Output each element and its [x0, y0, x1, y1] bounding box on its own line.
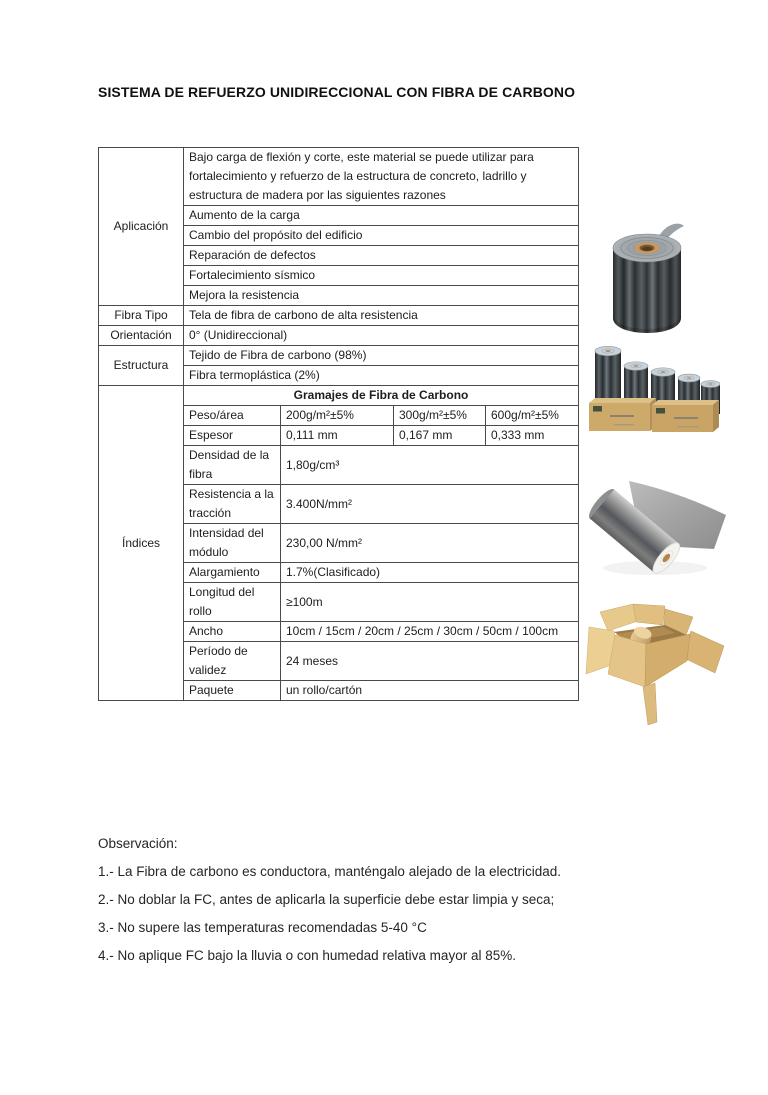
- intensidad-value: 230,00 N/mm²: [281, 524, 579, 563]
- orientacion-value: 0° (Unidireccional): [184, 326, 579, 346]
- photo-carbon-fiber-roll-upright: [605, 218, 691, 344]
- alargamiento-label: Alargamiento: [184, 563, 281, 583]
- intensidad-label: Intensidad del módulo: [184, 524, 281, 563]
- peso-area-300: 300g/m²±5%: [394, 406, 486, 426]
- estructura-item: Fibra termoplástica (2%): [184, 366, 579, 386]
- page-title: SISTEMA DE REFUERZO UNIDIRECCIONAL CON FIBRA DE CARBONO: [98, 84, 576, 100]
- row-label-orientacion: Orientación: [99, 326, 184, 346]
- aplicacion-item: Fortalecimiento sísmico: [184, 266, 579, 286]
- paquete-label: Paquete: [184, 681, 281, 701]
- observation-item: 4.- No aplique FC bajo la lluvia o con humedad relativa mayor al 85%.: [98, 948, 516, 963]
- table-row: [99, 326, 579, 346]
- row-label-aplicacion: Aplicación: [99, 148, 184, 306]
- ancho-value: 10cm / 15cm / 20cm / 25cm / 30cm / 50cm / 100cm: [281, 622, 579, 642]
- observations-section: [98, 834, 678, 974]
- table-row: [99, 306, 579, 326]
- longitud-label: Longitud del rollo: [184, 583, 281, 622]
- observations-heading: Observación:: [98, 836, 178, 851]
- paquete-value: un rollo/cartón: [281, 681, 579, 701]
- peso-area-label: Peso/área: [184, 406, 281, 426]
- table-row: [99, 346, 579, 366]
- row-label-fibra-tipo: Fibra Tipo: [99, 306, 184, 326]
- table-row: [99, 386, 579, 406]
- espesor-label: Espesor: [184, 426, 281, 446]
- espesor-200: 0,111 mm: [281, 426, 394, 446]
- alargamiento-value: 1.7%(Clasificado): [281, 563, 579, 583]
- observation-item: 2.- No doblar la FC, antes de aplicarla la superficie debe estar limpia y seca;: [98, 892, 555, 907]
- aplicacion-item: Cambio del propósito del edificio: [184, 226, 579, 246]
- densidad-label: Densidad de la fibra: [184, 446, 281, 485]
- resistencia-value: 3.400N/mm²: [281, 485, 579, 524]
- periodo-label: Período de validez: [184, 642, 281, 681]
- table-row: [99, 148, 579, 206]
- aplicacion-item: Reparación de defectos: [184, 246, 579, 266]
- spec-table: [98, 147, 579, 701]
- fibra-tipo-value: Tela de fibra de carbono de alta resistencia: [184, 306, 579, 326]
- longitud-value: ≥100m: [281, 583, 579, 622]
- photo-carbon-fiber-rolls-with-cartons: [588, 342, 720, 434]
- densidad-value: 1,80g/cm³: [281, 446, 579, 485]
- ancho-label: Ancho: [184, 622, 281, 642]
- espesor-600: 0,333 mm: [486, 426, 579, 446]
- resistencia-label: Resistencia a la tracción: [184, 485, 281, 524]
- peso-area-200: 200g/m²±5%: [281, 406, 394, 426]
- aplicacion-intro: Bajo carga de flexión y corte, este material se puede utilizar para fortalecimiento y refuerzo de la estructura de concreto, ladrillo y estructura de madera por las siguientes razones: [184, 148, 579, 206]
- aplicacion-item: Aumento de la carga: [184, 206, 579, 226]
- photo-carbon-fiber-roll-unrolled: [585, 465, 730, 585]
- row-label-estructura: Estructura: [99, 346, 184, 386]
- observation-item: 3.- No supere las temperaturas recomendadas 5-40 °C: [98, 920, 427, 935]
- espesor-300: 0,167 mm: [394, 426, 486, 446]
- observation-item: 1.- La Fibra de carbono es conductora, manténgalo alejado de la electricidad.: [98, 864, 562, 879]
- photo-open-carton-with-roll: [583, 595, 733, 725]
- peso-area-600: 600g/m²±5%: [486, 406, 579, 426]
- row-label-indices: Índices: [99, 386, 184, 701]
- estructura-item: Tejido de Fibra de carbono (98%): [184, 346, 579, 366]
- periodo-value: 24 meses: [281, 642, 579, 681]
- gramajes-header: Gramajes de Fibra de Carbono: [184, 386, 579, 406]
- aplicacion-item: Mejora la resistencia: [184, 286, 579, 306]
